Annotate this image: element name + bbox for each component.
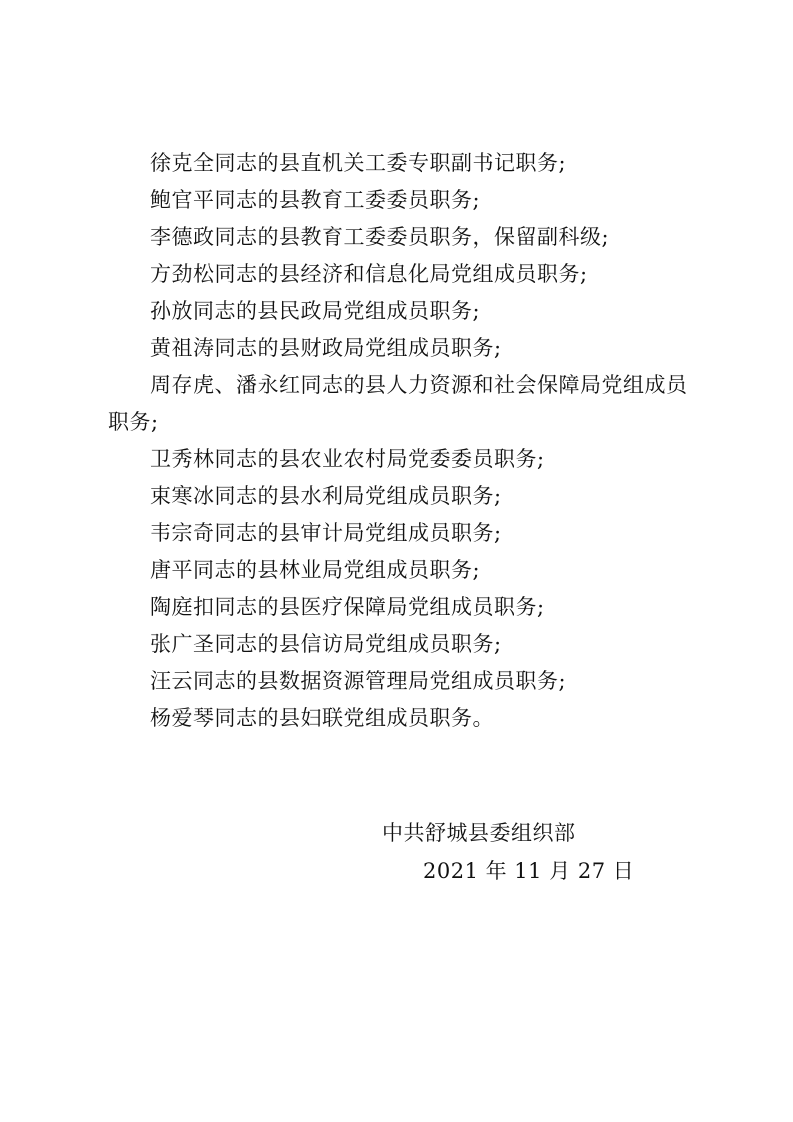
paragraph-6: 黄祖涛同志的县财政局党组成员职务; xyxy=(150,336,502,360)
paragraph-7: 周存虎、潘永红同志的县人力资源和社会保障局党组成员职务; xyxy=(108,373,688,434)
paragraph-12: 陶庭扣同志的县医疗保障局党组成员职务; xyxy=(150,595,545,619)
signature-date: 2021 年 11 月 27 日 xyxy=(423,859,635,883)
paragraph-15: 杨爱琴同志的县妇联党组成员职务。 xyxy=(150,706,494,730)
paragraph-4: 方劲松同志的县经济和信息化局党组成员职务; xyxy=(150,262,588,286)
paragraph-8: 卫秀林同志的县农业农村局党委委员职务; xyxy=(150,447,545,471)
document-body xyxy=(108,145,708,737)
paragraph-9: 束寒冰同志的县水利局党组成员职务; xyxy=(150,484,502,508)
paragraph-1: 徐克全同志的县直机关工委专职副书记职务; xyxy=(150,151,567,175)
paragraph-13: 张广圣同志的县信访局党组成员职务; xyxy=(150,632,502,656)
paragraph-11: 唐平同志的县林业局党组成员职务; xyxy=(150,558,481,582)
paragraph-3: 李德政同志的县教育工委委员职务，保留副科级; xyxy=(150,225,610,249)
paragraph-10: 韦宗奇同志的县审计局党组成员职务; xyxy=(150,521,502,545)
paragraph-2: 鲍官平同志的县教育工委委员职务; xyxy=(150,188,481,212)
signature-organization: 中共舒城县委组织部 xyxy=(382,821,576,845)
paragraph-5: 孙放同志的县民政局党组成员职务; xyxy=(150,299,481,323)
paragraph-14: 汪云同志的县数据资源管理局党组成员职务; xyxy=(150,669,567,693)
